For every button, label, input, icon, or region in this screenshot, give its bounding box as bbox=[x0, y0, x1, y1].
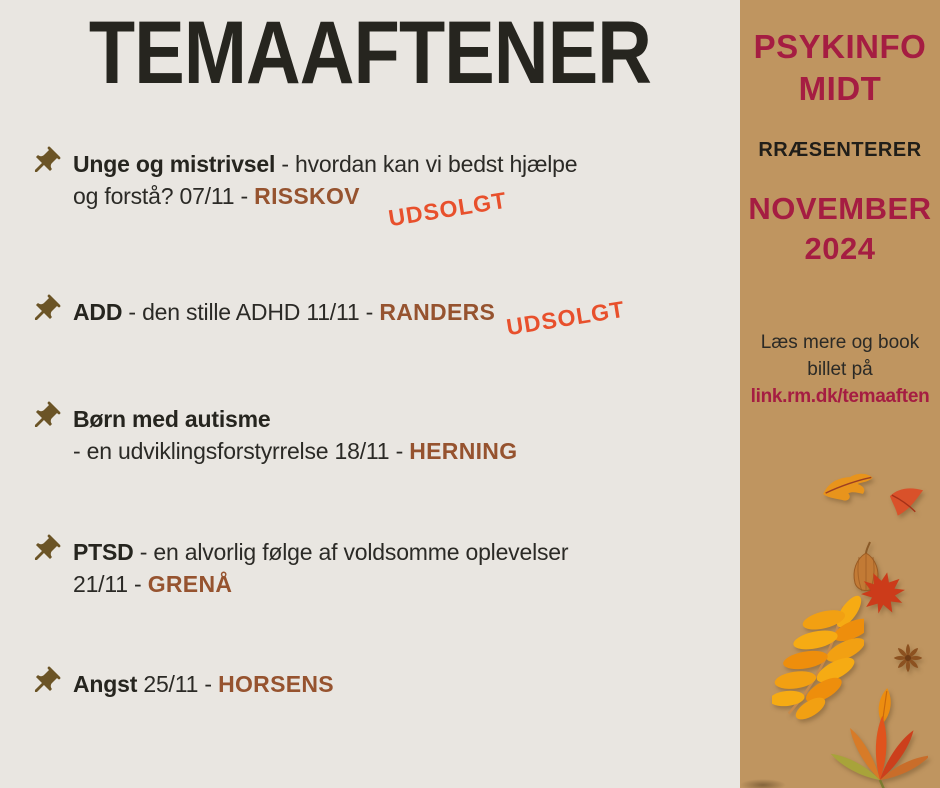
booking-link[interactable]: link.rm.dk/temaaften bbox=[750, 386, 930, 407]
event-item bbox=[28, 668, 728, 700]
event-location: HORSENS bbox=[218, 671, 334, 697]
event-text bbox=[73, 536, 568, 600]
page-title: TEMAAFTENER bbox=[88, 2, 652, 102]
pushpin-icon bbox=[28, 400, 62, 434]
star-anise bbox=[892, 642, 924, 674]
red-leaf-fragment bbox=[888, 484, 925, 518]
event-title: Unge og mistrivsel bbox=[73, 151, 276, 177]
maple-leaf bbox=[860, 570, 906, 614]
event-item bbox=[28, 403, 728, 467]
event-item bbox=[28, 148, 728, 212]
leaf-shadow bbox=[740, 779, 786, 788]
event-title: Angst bbox=[73, 671, 138, 697]
event-desc: - en alvorlig følge af voldsomme oplevelser bbox=[133, 539, 569, 565]
month-line1: NOVEMBER bbox=[748, 191, 932, 226]
sidebar bbox=[740, 0, 940, 788]
pushpin-icon bbox=[28, 145, 62, 179]
brand-line2: MIDT bbox=[798, 70, 882, 107]
event-location: GRENÅ bbox=[147, 571, 233, 597]
event-title: PTSD bbox=[73, 539, 134, 565]
pushpin-icon bbox=[28, 293, 62, 327]
soldout-stamp: UDSOLGT bbox=[504, 295, 627, 341]
soldout-stamp: UDSOLGT bbox=[386, 186, 509, 232]
event-desc: 25/11 - bbox=[137, 671, 219, 697]
event-desc: 21/11 - bbox=[73, 571, 148, 597]
pushpin-icon bbox=[28, 665, 62, 699]
event-title: ADD bbox=[73, 299, 123, 325]
event-text bbox=[73, 403, 517, 467]
rowan-leaf bbox=[772, 594, 864, 726]
event-text bbox=[73, 296, 495, 328]
event-location: RANDERS bbox=[379, 299, 496, 325]
event-desc: - en udviklingsforstyrrelse 18/11 - bbox=[73, 438, 410, 464]
month-label bbox=[740, 189, 940, 269]
brand-name bbox=[740, 26, 940, 110]
pushpin-icon bbox=[28, 533, 62, 567]
presents-label: RRÆSENTERER bbox=[758, 139, 922, 161]
oak-leaf bbox=[820, 470, 876, 508]
event-item bbox=[28, 536, 728, 600]
month-line2: 2024 bbox=[804, 231, 876, 266]
event-location: HERNING bbox=[409, 438, 518, 464]
creeper-leaf bbox=[828, 710, 928, 788]
event-desc: - hvordan kan vi bedst hjælpe bbox=[275, 151, 578, 177]
brand-line1: PSYKINFO bbox=[753, 28, 927, 65]
event-title: Børn med autisme bbox=[73, 406, 271, 432]
event-desc: og forstå? 07/11 - bbox=[73, 183, 255, 209]
event-desc: - den stille ADHD 11/11 - bbox=[122, 299, 380, 325]
event-text bbox=[73, 668, 334, 700]
booking-info: Læs mere og book billet på bbox=[760, 332, 920, 380]
event-location: RISSKOV bbox=[254, 183, 360, 209]
